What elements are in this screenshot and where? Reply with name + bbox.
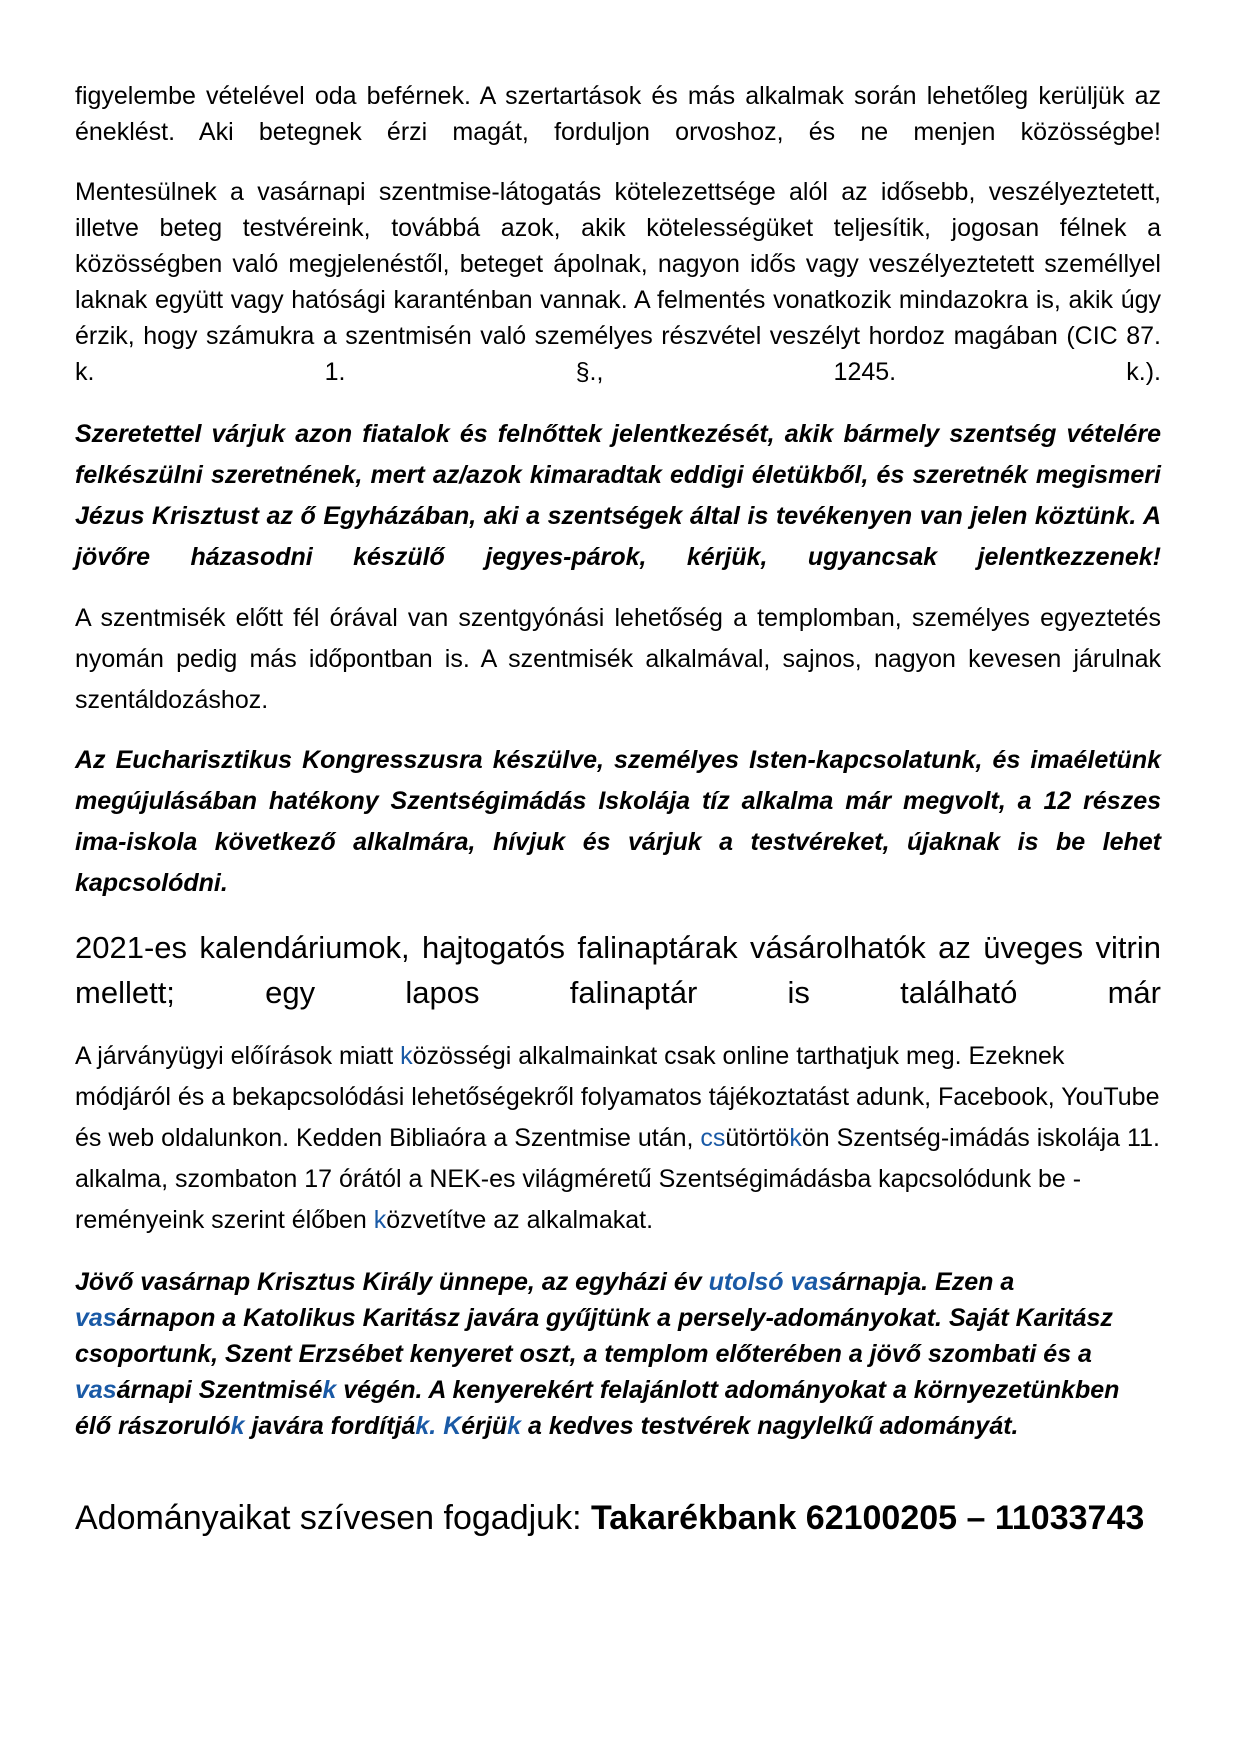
paragraph-confession: A szentmisék előtt fél órával van szentgyónási lehetőség a templomban, személyes egyeztetés nyomán pedig más időpontban is. A szentmisék alkalmával, sajnos, nagyon kevesen járulnak szentáldozáshoz. <box>75 604 1161 714</box>
donation-line <box>75 1495 1144 1541</box>
paragraph-online-events: A járványügyi előírások miatt közösségi alkalmainkat csak online tarthatjuk meg. Ezeknek módjáról és a bekapcsolódási lehetőségekről folyamatos tájékoztatást adunk, Facebook, YouTube és web oldalunkon. Kedden Bibliaóra a Szentmise után, csütörtökön Szentség-imádás iskolája 11. alkalma, szombaton 17 órától a NEK-es világméretű Szentségimádásba kapcsolódunk be - reményeink szerint élőben közvetítve az alkalmakat. <box>75 1042 1160 1234</box>
paragraph-singing-notice: figyelembe vételével oda beférnek. A szertartások és más alkalmak során lehetőleg kerüljük az éneklést. Aki betegnek érzi magát, forduljon orvoshoz, és ne menjen közösségbe! <box>75 82 1161 146</box>
bank-account: Takarékbank 62100205 – 11033743 <box>590 1499 1145 1537</box>
paragraph-eucharistic-congress: Az Eucharisztikus Kongresszusra készülve, személyes Isten-kapcsolatunk, és imaéletünk megújulásában hatékony Szentségimádás Iskolája tíz alkalma már megvolt, a 12 részes ima-iskola következő alkalmára, hívjuk és várjuk a testvéreket, újaknak is be lehet kapcsolódni. <box>75 746 1161 897</box>
paragraph-mass-dispensation: Mentesülnek a vasárnapi szentmise-látogatás kötelezettsége alól az idősebb, veszélyeztetett, illetve beteg testvéreink, továbbá azok, akik kötelességüket teljesítik, jogosan félnek a közösségben való megjelenéstől, beteget ápolnak, nagyon idős vagy veszélyeztetett személlyel laknak együtt vagy hatósági karanténban vannak. A felmentés vonatkozik mindazokra is, akik úgy érzik, hogy számukra a szentmisén való személyes részvétel veszélyt hordoz magában (CIC 87. k. 1. §., 1245. k.). <box>75 178 1161 386</box>
paragraph-sacrament-invitation: Szeretettel várjuk azon fiatalok és felnőttek jelentkezését, akik bármely szentség vételére felkészülni szeretnének, mert az/azok kimaradtak eddigi életükből, és szeretnék megismeri Jézus Krisztust az ő Egyházában, aki a szentségek által is tevékenyen van jelen köztünk. A jövőre házasodni készülő jegyes-párok, kérjük, ugyancsak jelentkezzenek! <box>75 420 1161 571</box>
paragraph-christ-the-king: Jövő vasárnap Krisztus Király ünnepe, az egyházi év utolsó vasárnapja. Ezen a vasárnapon a Katolikus Karitász javára gyűjtünk a persely-adományokat. Saját Karitász csoportunk, Szent Erzsébet kenyeret oszt, a templom előterében a jövő szombati és a vasárnapi Szentmisék végén. A kenyerekért felajánlott adományokat a környezetünkben élő rászorulók javára fordítják. Kérjük a kedves testvérek nagylelkű adományát. <box>75 1268 1120 1440</box>
paragraph-calendars: 2021-es kalendáriumok, hajtogatós falinaptárak vásárolhatók az üveges vitrin mellett; egy lapos falinaptár is található már <box>75 930 1161 1010</box>
donation-label: Adományaikat szívesen fogadjuk: <box>75 1499 591 1537</box>
